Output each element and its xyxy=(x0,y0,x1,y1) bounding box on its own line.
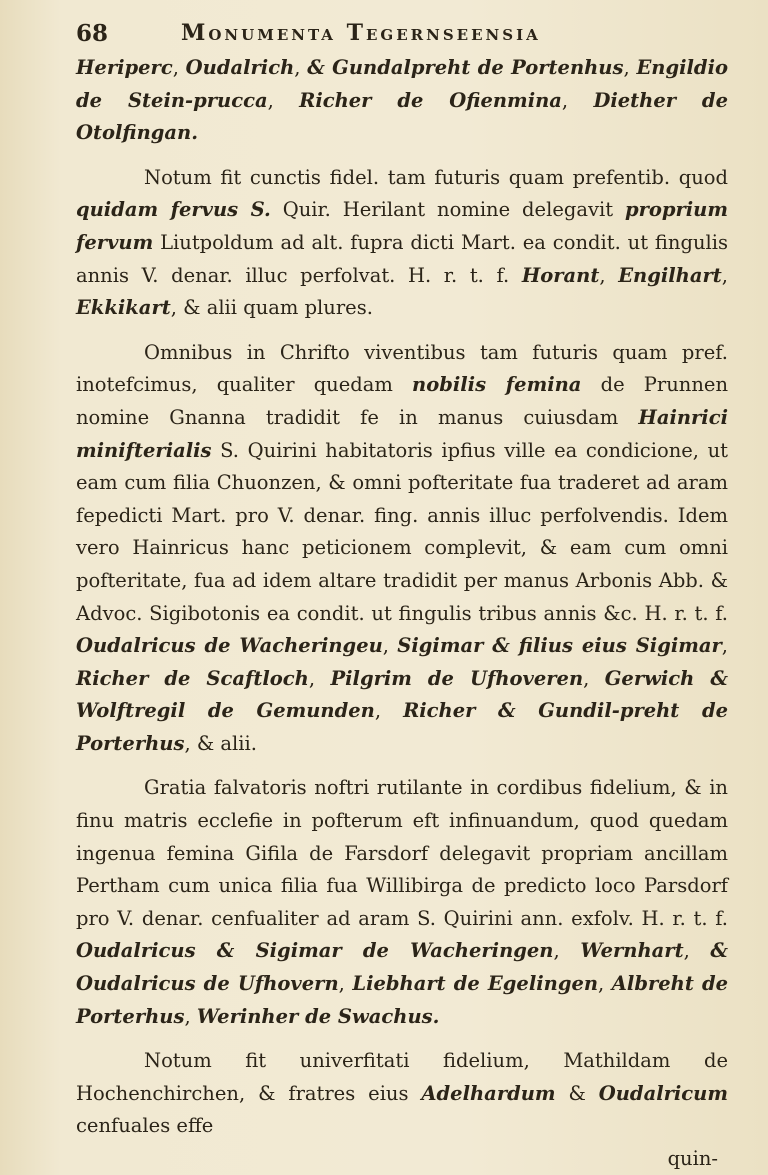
body-text-run: , xyxy=(623,56,637,79)
running-title: Monumenta Tegernseensia xyxy=(181,20,541,46)
body-text-run: Liutpoldum ad alt. fupra dicti Mart. ea condit. ut fingulis annis V. denar. illuc perfolvat. H. r. t. f. xyxy=(76,230,728,287)
body-text-run: , xyxy=(683,939,711,963)
paragraph xyxy=(76,52,728,150)
italic-name-text: Oudalrich xyxy=(185,56,295,79)
italic-name-text: Heriperc xyxy=(76,56,173,79)
catchword: quin- xyxy=(667,1147,718,1170)
page-number: 68 xyxy=(76,20,109,47)
body-text-run: cenfuales effe xyxy=(76,1114,214,1138)
italic-name-text: Richer & Gundil-preht de Porterhus xyxy=(76,699,728,755)
body-text xyxy=(76,52,728,1143)
body-text-run: , xyxy=(294,56,308,79)
body-text-run: , xyxy=(583,666,605,690)
body-text-run: , xyxy=(553,939,581,963)
italic-name-text: Diether de Otolfingan. xyxy=(76,88,728,145)
italic-name-text: Wernhart xyxy=(580,939,684,963)
italic-name-text: Oudalricus & Sigimar de Wacheringen xyxy=(76,939,554,963)
body-text-run: , xyxy=(599,263,619,287)
italic-name-text: Ekkikart xyxy=(76,296,171,320)
paragraph xyxy=(76,162,728,325)
body-text-run: , & alii quam plures. xyxy=(170,296,373,320)
italic-name-text: Richer de Scaftloch xyxy=(76,666,309,690)
body-text-run: , xyxy=(382,634,398,658)
italic-name-text: nobilis femina xyxy=(412,373,582,397)
body-text-run: , xyxy=(338,972,353,996)
body-text-run: , xyxy=(172,56,186,79)
italic-name-text: & Gundalpreht de Portenhus xyxy=(307,56,624,79)
italic-name-text: Oudalricum xyxy=(598,1081,728,1105)
body-text-run: Gratia falvatoris noftri rutilante in cordibus fidelium, & in finu matris ecclefie in pofterum eft infinuandum, quod quedam ingenua femina Gifila de Farsdorf delegavit propriam ancillam Pertham cum unica filia fua Willibirga de predicto loco Parsdorf pro V. denar. cenfualiter ad aram S. Quirini ann. exfolv. H. r. t. f. xyxy=(76,776,728,930)
body-text-run: , xyxy=(598,972,612,996)
italic-name-text: Engilhart xyxy=(618,263,722,287)
body-text-run: , & alii. xyxy=(184,731,257,755)
body-text-run: Quir. Herilant nomine delegavit xyxy=(270,198,625,222)
italic-name-text: Adelhardum xyxy=(421,1081,556,1105)
body-text-run: de Prunnen nomine Gnanna tradidit fe in manus cuiusdam xyxy=(76,373,729,429)
paragraph xyxy=(76,772,728,1033)
italic-name-text: Liebhart de Egelingen xyxy=(352,972,599,996)
italic-name-text: Albreht de Porterhus xyxy=(76,972,729,1028)
book-page xyxy=(76,12,728,1175)
italic-name-text: Werinher de Swachus. xyxy=(196,1004,440,1028)
body-text-run: , xyxy=(308,666,331,690)
italic-name-text: Richer de Ofienmina xyxy=(299,88,562,112)
page-header xyxy=(76,12,728,52)
italic-name-text: Oudalricus de Wacheringeu xyxy=(76,634,383,658)
body-text-run: , xyxy=(721,263,728,287)
paragraph xyxy=(76,337,728,761)
italic-name-text: Hainrici minifterialis xyxy=(76,405,728,462)
italic-name-text: Gerwich & Wolftregil de Gemunden xyxy=(76,666,728,723)
body-text-run: S. Quirini habitatoris ipfius ville ea condicione, ut eam cum filia Chuonzen, & omni pofteritate fua traderet ad aram fepedicti Mart. pro V. denar. fing. annis illuc perfolvendis. Idem vero Hainricus hanc peticionem complevit, & eam cum omni pofteritate, fua ad idem altare tradidit per manus Arbonis Abb. & Advoc. Sigibotonis ea condit. ut fingulis tribus annis &c. H. r. t. f. xyxy=(76,438,728,625)
body-text-run: , xyxy=(267,88,300,112)
body-text-run: , xyxy=(184,1004,197,1028)
italic-name-text: quidam fervus S. xyxy=(76,198,271,222)
body-text-run: , xyxy=(721,634,728,658)
body-text-run: Notum fit cunctis fidel. tam futuris quam prefentib. quod xyxy=(144,165,728,189)
body-text-run: , xyxy=(561,88,594,112)
paragraph xyxy=(76,1045,728,1143)
italic-name-text: & Oudalricus de Ufhovern xyxy=(76,939,729,996)
italic-name-text: Horant xyxy=(521,263,600,287)
body-text-run: Omnibus in Chrifto viventibus tam futuris quam pref. inotefcimus, qualiter quedam xyxy=(76,340,728,397)
body-text-run: Notum fit univerfitati fidelium, Mathildam de Hochenchirchen, & fratres eius xyxy=(76,1049,728,1105)
italic-name-text: Sigimar & filius eius Sigimar xyxy=(397,634,722,658)
body-text-run: & xyxy=(555,1081,599,1105)
italic-name-text: proprium fervum xyxy=(76,198,728,254)
italic-name-text: Engildio de Stein-prucca xyxy=(76,56,728,112)
body-text-run: , xyxy=(374,699,404,723)
italic-name-text: Pilgrim de Ufhoveren xyxy=(330,666,584,690)
